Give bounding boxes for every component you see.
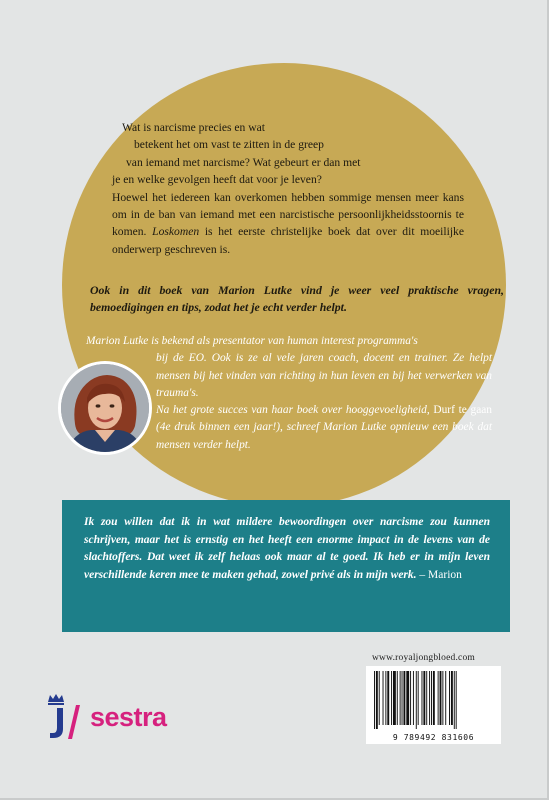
barcode [366,666,501,744]
barcode-bar [393,671,396,725]
barcode-bar [456,671,457,729]
publisher-logo [42,693,202,743]
barcode-bar [410,671,411,725]
barcode-bar [422,671,423,725]
quote-signature: – Marion [416,568,462,581]
barcode-bar [433,671,435,725]
barcode-bar [429,671,430,725]
barcode-bar [451,671,453,725]
barcode-bar [442,671,443,725]
barcode-bar [391,671,392,725]
barcode-bar [403,671,405,725]
barcode-bar [418,671,419,725]
barcode-bar [413,671,414,725]
barcode-bar [374,671,375,729]
barcode-bar [440,671,442,725]
bio-paragraph: bij de EO. Ook is ze al vele jaren coach, docent en trainer. Ze helpt mensen bij het vinden van richting in hun leven en bij het verwerken van trauma's. [156,352,492,399]
barcode-bar [445,671,446,725]
publisher-website: www.royaljongbloed.com [372,653,475,663]
author-bio [86,333,492,454]
barcode-bar [438,671,439,725]
bio-first-line: Marion Lutke is bekend als presentator van human interest programma's [86,335,418,347]
crown-j-icon [42,693,90,743]
barcode-bar [385,671,386,725]
intro-paragraph-end: is het eerste christelijke boek dat over dit moeilijke onderwerp geschreven is. [112,225,464,256]
barcode-bar [387,671,389,725]
barcode-bar [400,671,401,725]
previous-book-title: Durf te gaan [433,404,492,417]
barcode-bar [376,671,378,729]
barcode-bar [379,671,380,725]
intro-line: Wat is narcisme precies en wat [122,121,265,134]
barcode-bar [383,671,384,725]
intro-line: je en welke gevolgen heeft dat voor je leven? [112,173,322,187]
quote-text: Ik zou willen dat ik in wat mildere bewoordingen over narcisme zou kunnen schrijven, maar het is ernstig en het heeft een enorme impact in de levens van de slachtoffers. Dat weet ik zelf helaas ook maar al te goed. Ik heb er in mijn leven verschillende keren mee te maken gehad, zowel privé als in mijn werk. [84,516,490,581]
intro-line: van iemand met narcisme? Wat gebeurt er dan met [126,155,361,169]
barcode-bar [416,671,417,729]
barcode-bar [402,671,403,725]
intro-paragraph: Hoewel het iedereen kan overkomen hebben sommige mensen meer kans om in de ban van iemand met een narcistische persoonlijkheidsstoornis te komen. [112,190,464,239]
quote-box [62,500,510,632]
barcode-bar [454,671,455,729]
barcode-bars [374,671,493,729]
publisher-name: sestra [90,702,167,732]
author-quote [84,514,490,584]
book-title: Loskomen [152,225,200,239]
isbn-number: 9 789492 831606 [392,733,475,742]
barcode-bar [431,671,432,725]
barcode-bar [426,671,427,725]
intro-text [112,119,464,258]
barcode-bar [423,671,425,725]
tagline: Ook in dit boek van Marion Lutke vind je weer veel praktische vragen, bemoedigingen en tips, zodat het je echt verder helpt. [90,283,504,315]
barcode-bar [397,671,398,725]
barcode-bar [406,671,409,725]
intro-line: betekent het om vast te zitten in de greep [134,138,324,152]
author-photo [58,361,152,455]
bio-paragraph-2: Na het grote succes van haar boek over hooggevoeligheid, Durf te gaan (4e druk binnen een jaar!), schreef Marion Lutke opnieuw een boek dat mensen verder helpt. [156,404,492,451]
barcode-bar [449,671,450,725]
author-portrait-illustration [61,364,149,452]
